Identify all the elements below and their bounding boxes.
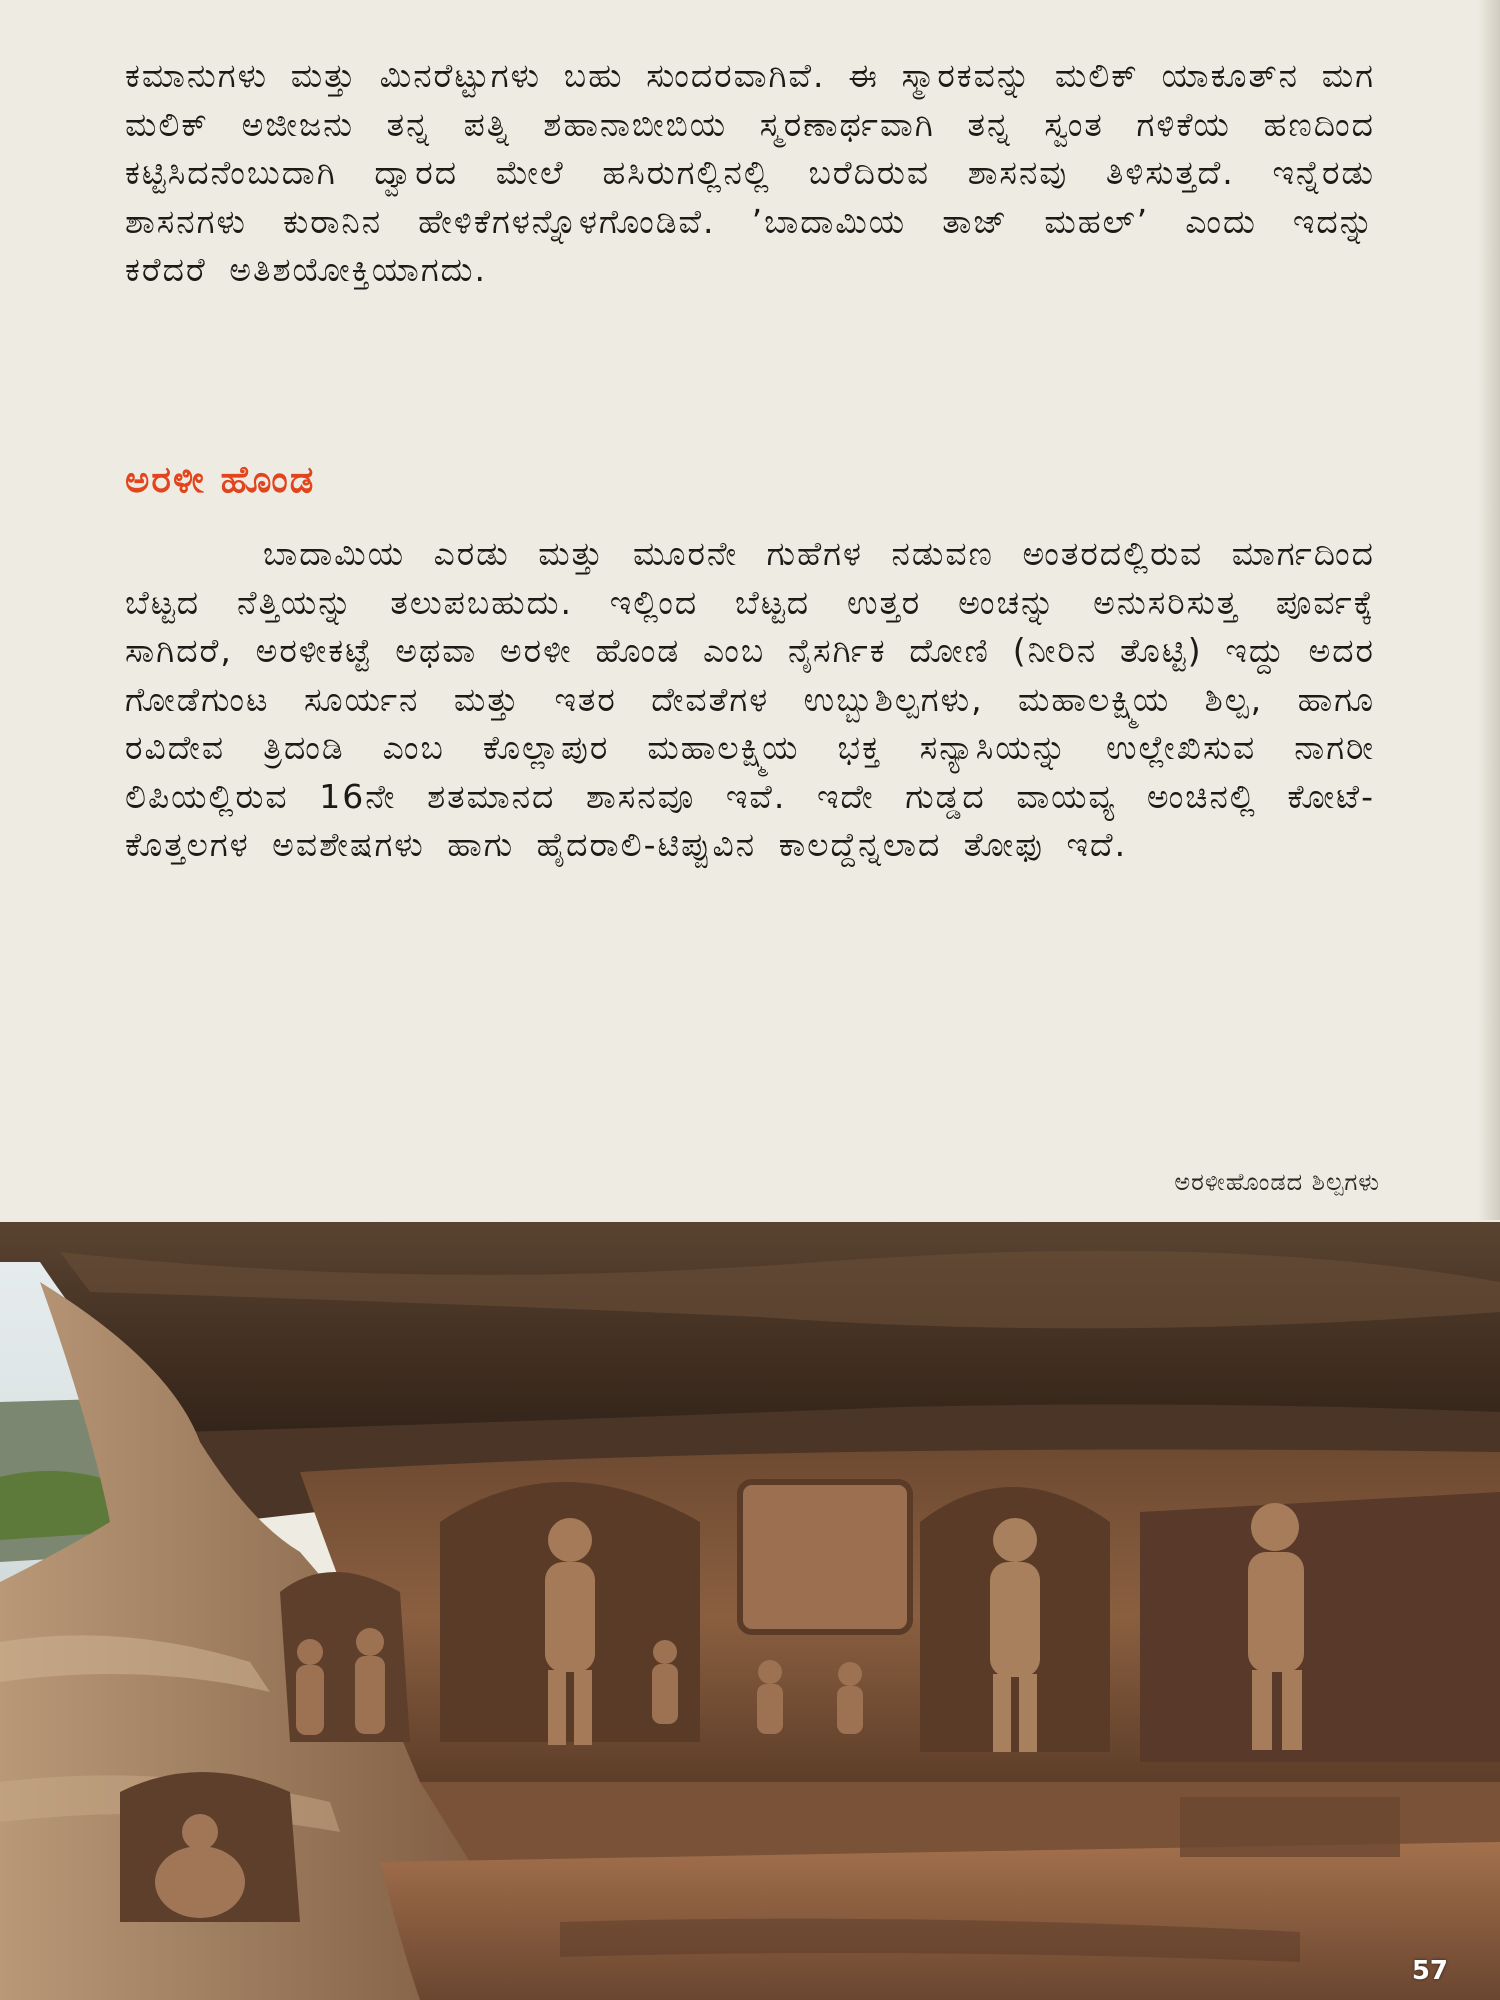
floor-block: [1180, 1797, 1400, 1857]
body-paragraph-top: ಕಮಾನುಗಳು ಮತ್ತು ಮಿನರೆಟ್ಟುಗಳು ಬಹು ಸುಂದರವಾಗಿವೆ. ಈ ಸ್ಮಾರಕವನ್ನು ಮಲಿಕ್ ಯಾಕೂತ್‌ನ ಮಗ ಮಲಿಕ್ ಅಜೀಜನು ತನ್ನ ಪತ್ನಿ ಶಹಾನಾಬೀಬಿಯ ಸ್ಮರಣಾರ್ಥವಾಗಿ ತನ್ನ ಸ್ವಂತ ಗಳಿಕೆಯ ಹಣದಿಂದ ಕಟ್ಟಿಸಿದನೆಂಬುದಾಗಿ ದ್ವಾರದ ಮೇಲೆ ಹಸಿರುಗಲ್ಲಿನಲ್ಲಿ ಬರೆದಿರುವ ಶಾಸನವು ತಿಳಿಸುತ್ತದೆ. ಇನ್ನೆರಡು ಶಾಸನಗಳು ಕುರಾನಿನ ಹೇಳಿಕೆಗಳನ್ನೊಳಗೊಂಡಿವೆ. ’ಬಾದಾಮಿಯ ತಾಜ್ ಮಹಲ್’ ಎಂದು ಇದನ್ನು ಕರೆದರೆ ಅತಿಶಯೋಕ್ತಿಯಾಗದು.: [125, 56, 1375, 289]
inscription-panel: [740, 1482, 910, 1632]
page-number: 57: [1411, 1956, 1448, 1986]
section-heading: ಅರಳೀ ಹೊಂಡ: [125, 458, 316, 501]
page-edge-shadow: [1478, 0, 1500, 1220]
niche-arch-3: [1140, 1492, 1500, 1762]
rock-carvings-photo: [0, 1222, 1500, 2000]
body-paragraph-section: ಬಾದಾಮಿಯ ಎರಡು ಮತ್ತು ಮೂರನೇ ಗುಹೆಗಳ ನಡುವಣ ಅಂತರದಲ್ಲಿರುವ ಮಾರ್ಗದಿಂದ ಬೆಟ್ಟದ ನೆತ್ತಿಯನ್ನು ತಲುಪಬಹುದು. ಇಲ್ಲಿಂದ ಬೆಟ್ಟದ ಉತ್ತರ ಅಂಚನ್ನು ಅನುಸರಿಸುತ್ತ ಪೂರ್ವಕ್ಕೆ ಸಾಗಿದರೆ, ಅರಳೀಕಟ್ಟೆ ಅಥವಾ ಅರಳೀ ಹೊಂಡ ಎಂಬ ನೈಸರ್ಗಿಕ ದೋಣಿ (ನೀರಿನ ತೊಟ್ಟಿ) ಇದ್ದು ಅದರ ಗೋಡೆಗುಂಟ ಸೂರ್ಯನ ಮತ್ತು ಇತರ ದೇವತೆಗಳ ಉಬ್ಬುಶಿಲ್ಪಗಳು, ಮಹಾಲಕ್ಷ್ಮಿಯ ಶಿಲ್ಪ, ಹಾಗೂ ರವಿದೇವ ತ್ರಿದಂಡಿ ಎಂಬ ಕೊಲ್ಲಾಪುರ ಮಹಾಲಕ್ಷ್ಮಿಯ ಭಕ್ತ ಸನ್ಯಾಸಿಯನ್ನು ಉಲ್ಲೇಖಿಸುವ ನಾಗರೀ ಲಿಪಿಯಲ್ಲಿರುವ 16ನೇ ಶತಮಾನದ ಶಾಸನವೂ ಇವೆ. ಇದೇ ಗುಡ್ಡದ ವಾಯವ್ಯ ಅಂಚಿನಲ್ಲಿ ಕೋಟೆ-ಕೊತ್ತಲಗಳ ಅವಶೇಷಗಳು ಹಾಗು ಹೈದರಾಲಿ-ಟಿಪ್ಪುವಿನ ಕಾಲದ್ದೆನ್ನಲಾದ ತೋಫು ಇದೆ.: [125, 534, 1375, 864]
photo-caption: ಅರಳೀಹೊಂಡದ ಶಿಲ್ಪಗಳು: [1174, 1168, 1380, 1196]
